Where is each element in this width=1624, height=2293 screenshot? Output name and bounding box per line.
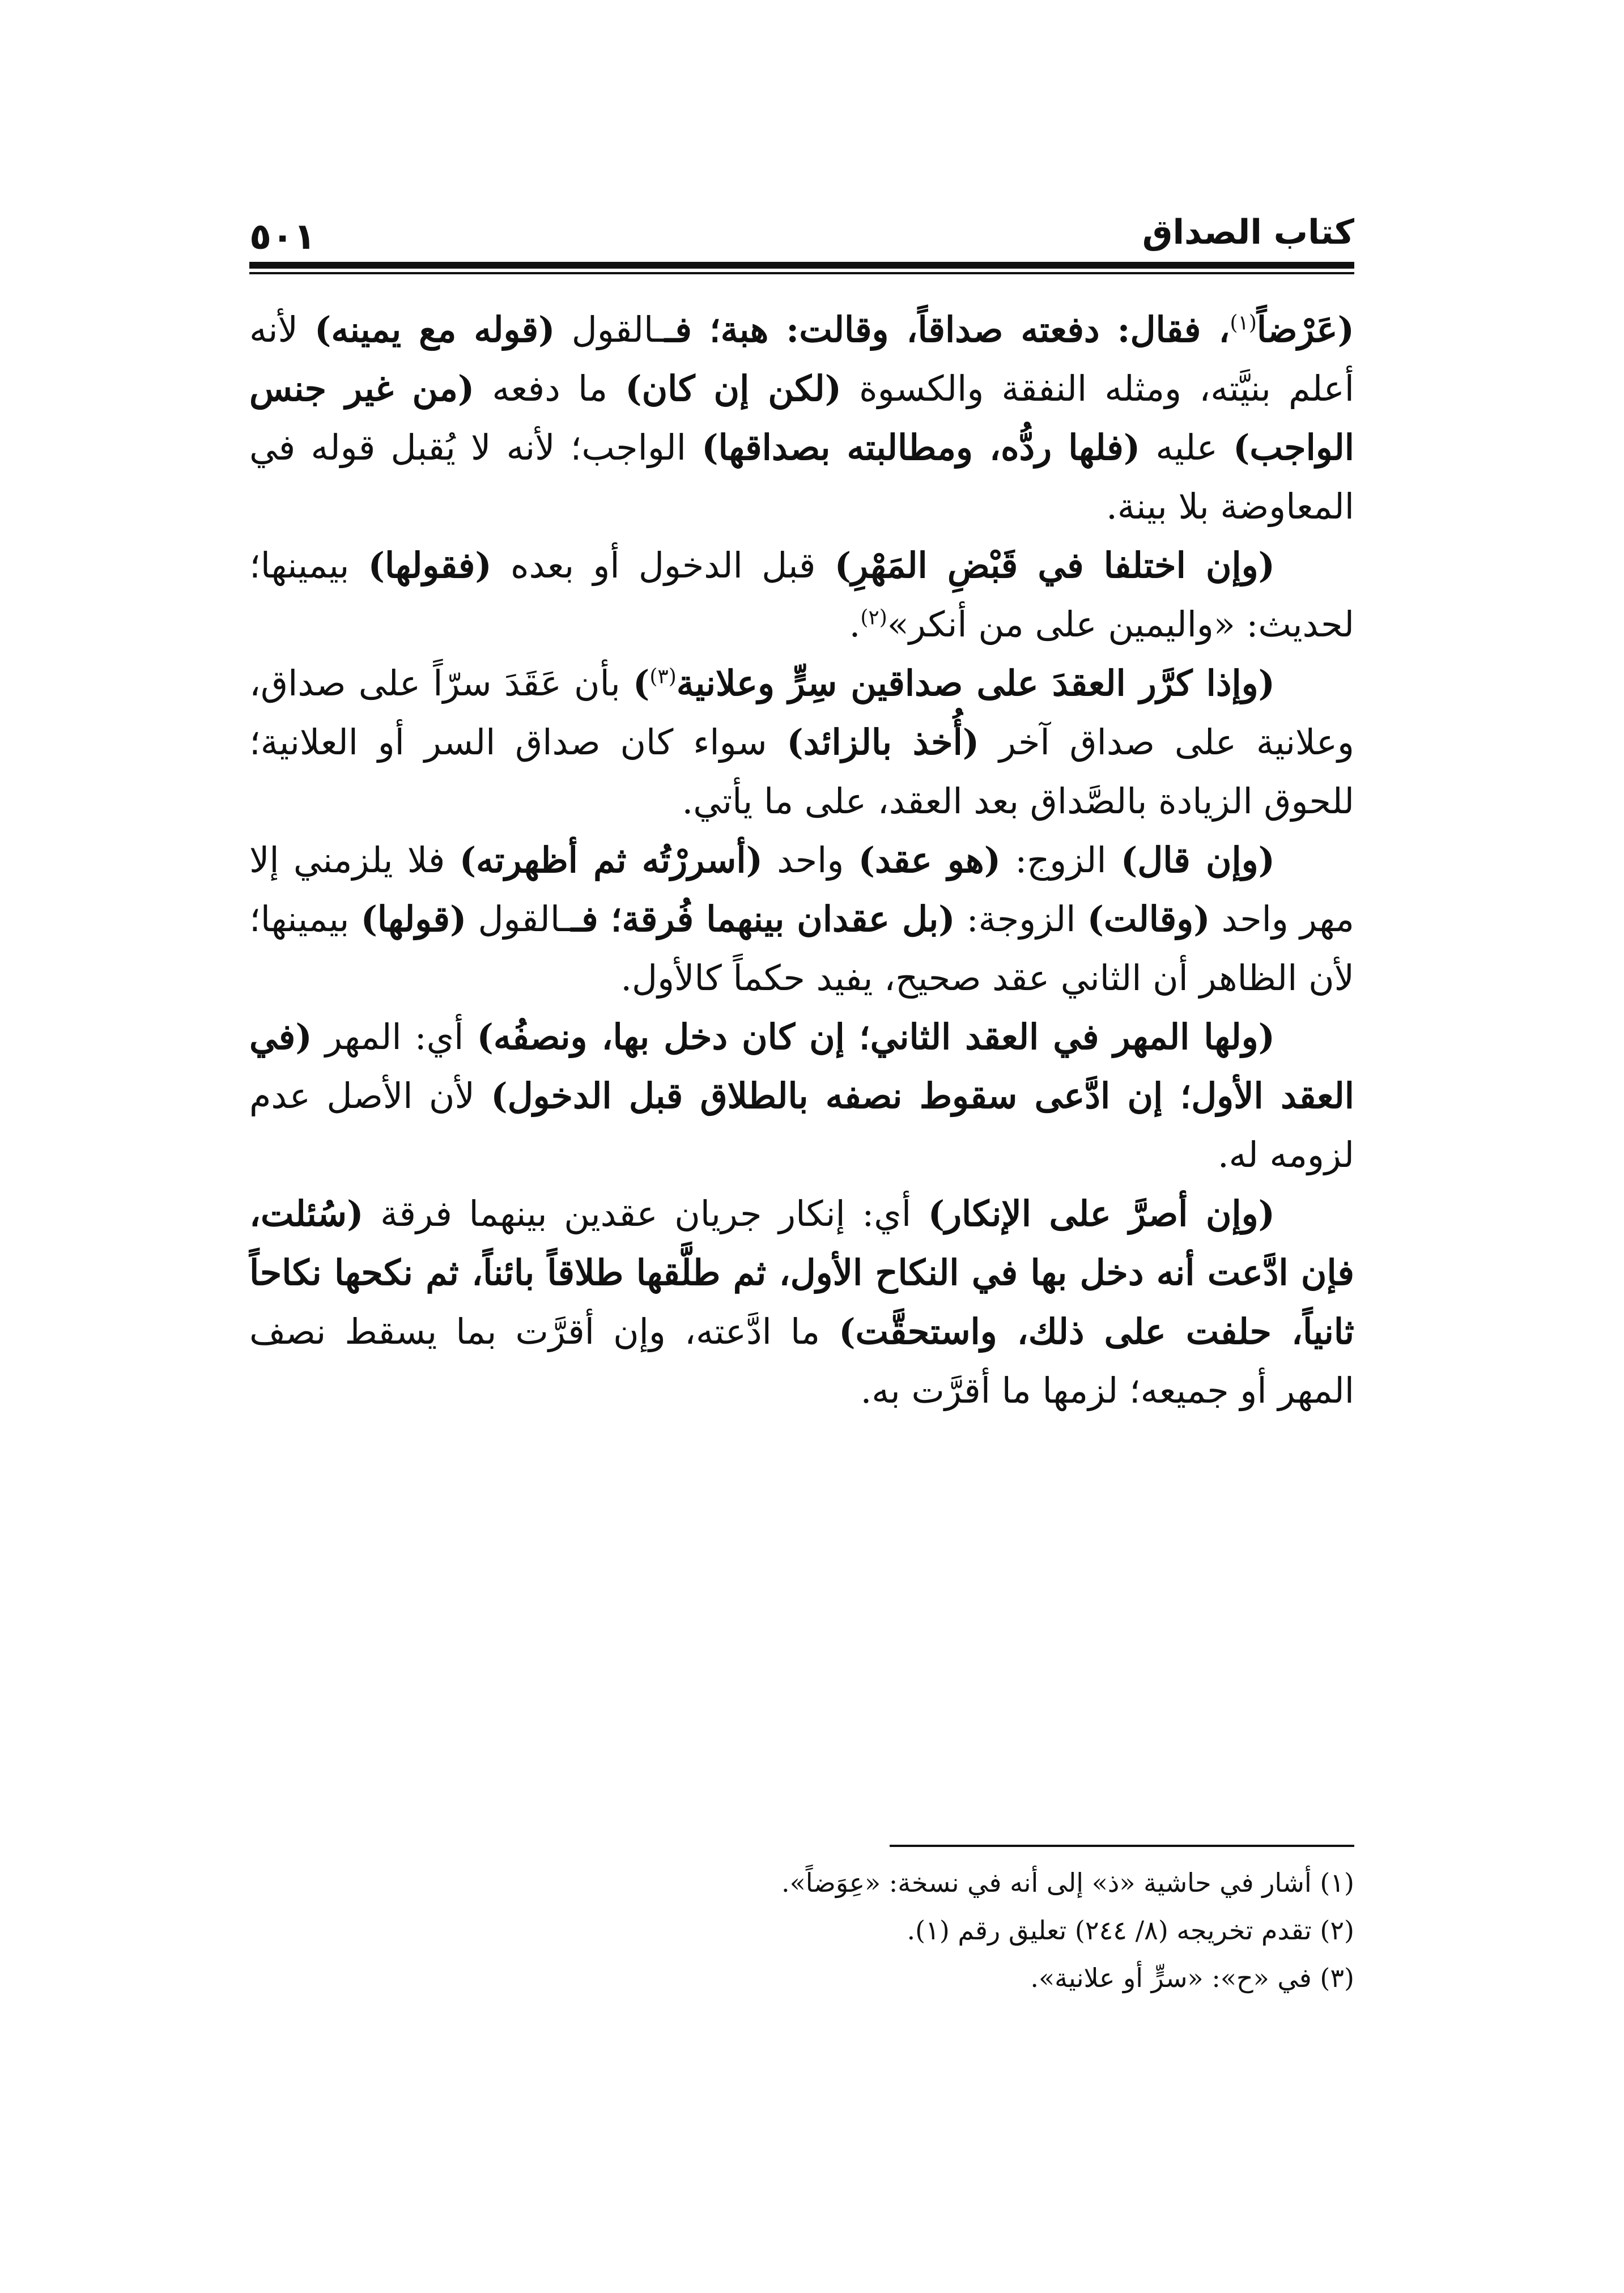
matn-text: (وإذا كرَّر العقدَ على صداقين سِرٍّ وعلانية xyxy=(676,663,1275,704)
sharh-text: أي: إنكار جريان عقدين بينهما فرقة xyxy=(363,1193,928,1234)
matn-text: (وإن اختلفا في قَبْضِ المَهْرِ) xyxy=(834,545,1275,586)
sharh-text: سواء كان صداق السر أو العلانية؛ للحوق الزيادة بالصَّداق بعد العقد، على ما يأتي. xyxy=(249,721,1354,822)
sharh-text: . xyxy=(849,604,861,645)
matn-text: (فلها ردُّه، ومطالبته بصداقها) xyxy=(702,427,1141,468)
matn-text: (سُئلت، فإن ادَّعت أنه دخل بها في النكاح الأول، ثم طلَّقها طلاقاً بائناً، ثم نكحها نكاحاً ثانياً، حلفت على ذلك، واستحقَّت) xyxy=(249,1193,1354,1352)
sharh-text: بيمينها؛ لأن الظاهر أن الثاني عقد صحيح، يفيد حكماً كالأول. xyxy=(249,898,1354,999)
paragraph-p6 xyxy=(249,1184,1354,1420)
sharh-text: الزوج: xyxy=(1001,839,1121,881)
sharh-text: الواجب؛ لأنه لا يُقبل قوله في المعاوضة بلا بينة. xyxy=(249,427,1354,527)
matn-text: ) xyxy=(633,663,650,704)
footnote-2: (٢) تقدم تخريجه (٨/ ٢٤٤) تعليق رقم (١). xyxy=(907,1915,1354,1946)
page-header xyxy=(249,201,1354,258)
matn-text: (لكن إن كان) xyxy=(625,368,842,409)
matn-text: (أُخذ بالزائد) xyxy=(787,721,980,763)
matn-text: (في العقد الأول؛ إن ادَّعى سقوط نصفه بالطلاق قبل الدخول) xyxy=(249,1016,1355,1116)
paragraph-p5 xyxy=(249,1008,1354,1184)
book-title: كتاب الصداق xyxy=(1142,213,1354,252)
page-number: ٥٠١ xyxy=(249,216,316,258)
sharh-text: ما دفعه xyxy=(474,368,626,409)
footnote-3: (٣) في «ح»: «سرٍّ أو علانية». xyxy=(1030,1963,1354,1993)
sharh-text: الزوجة: xyxy=(955,898,1087,940)
matn-text: (من غير جنس الواجب) xyxy=(249,368,1354,468)
sharh-text: فلا يلزمني إلا مهر واحد xyxy=(249,839,1355,940)
sharh-text: ـالقول xyxy=(555,309,665,350)
matn-text: (أسررْتُه ثم أظهرته) xyxy=(459,839,763,881)
footnote-reference: (١) xyxy=(1230,311,1257,335)
sharh-text: قبل الدخول أو بعده xyxy=(491,545,835,586)
matn-text: (قولها) xyxy=(360,898,467,940)
footnote-reference: (٣) xyxy=(649,665,677,689)
sharh-text: عليه xyxy=(1140,427,1234,468)
matn-text: (عَرْضاً xyxy=(1256,309,1354,350)
matn-text: (هو عقد) xyxy=(858,839,1001,881)
sharh-text: أي: المهر xyxy=(312,1016,477,1058)
matn-text: (وإن قال) xyxy=(1120,839,1276,881)
header-rule-thick xyxy=(249,262,1354,269)
paragraph-p3 xyxy=(249,654,1354,831)
paragraph-p4 xyxy=(249,831,1354,1008)
sharh-text: ـالقول xyxy=(466,898,571,940)
matn-text: (وإن أصرَّ على الإنكار) xyxy=(928,1193,1275,1234)
paragraph-p1 xyxy=(249,300,1354,536)
matn-text: (وقالت) xyxy=(1087,898,1210,940)
matn-text: ، فقال: دفعته صداقاً، وقالت: هبة؛ فـ xyxy=(665,309,1230,350)
sharh-text: بيمينها؛ لحديث: «واليمين على من أنكر» xyxy=(249,545,1354,645)
sharh-text: لأنه أعلم بنيَّته، ومثله النفقة والكسوة xyxy=(249,309,1354,409)
footnote-reference: (٢) xyxy=(860,606,887,630)
footnote-separator xyxy=(890,1845,1354,1847)
matn-text: (ولها المهر في العقد الثاني؛ إن كان دخل بها، ونصفُه) xyxy=(477,1016,1275,1058)
matn-text: (بل عقدان بينهما فُرقة؛ فـ xyxy=(571,898,955,940)
paragraph-p2 xyxy=(249,536,1354,654)
header-rule-thin xyxy=(249,272,1354,274)
matn-text: (فقولها) xyxy=(368,545,492,586)
sharh-text: بأن عَقَدَ سرّاً على صداق، وعلانية على صداق آخر xyxy=(249,663,1354,763)
footnotes xyxy=(249,1859,1354,2002)
sharh-text: لأن الأصل عدم لزومه له. xyxy=(249,1075,1354,1175)
main-text xyxy=(249,300,1354,1420)
footnote-1: (١) أشار في حاشية «ذ» إلى أنه في نسخة: «عِوَضاً». xyxy=(781,1867,1354,1898)
sharh-text: ما ادَّعته، وإن أقرَّت بما يسقط نصف المهر أو جميعه؛ لزمها ما أقرَّت به. xyxy=(249,1311,1354,1411)
sharh-text: واحد xyxy=(762,839,858,881)
matn-text: (قوله مع يمينه) xyxy=(314,309,555,350)
